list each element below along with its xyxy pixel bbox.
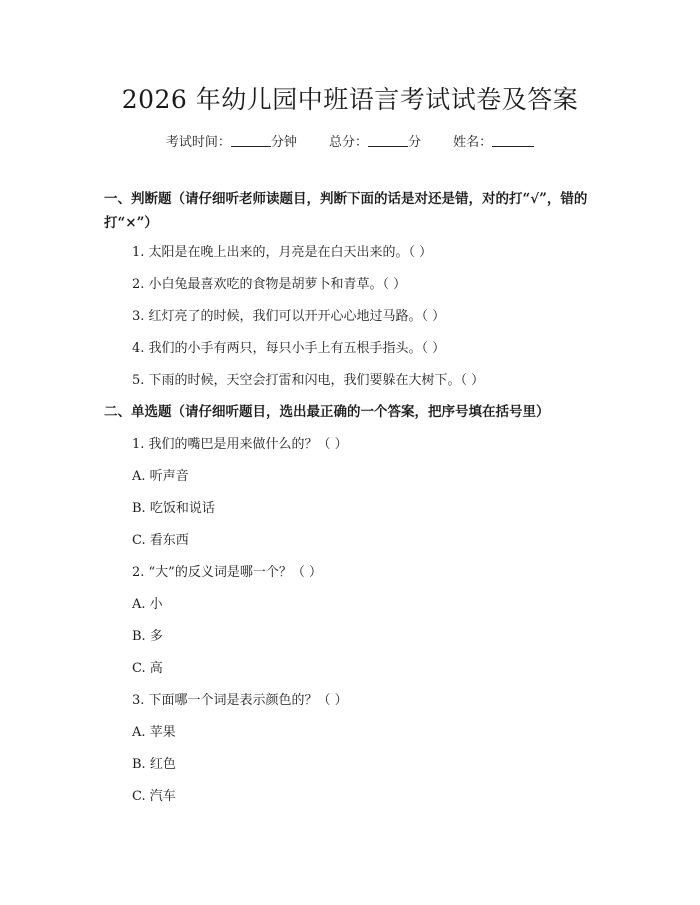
choice-question-2: 2. “大”的反义词是哪一个？（ ） [132,565,322,580]
total-score-unit: 分 [408,135,422,150]
choice-2-option-b: B. 多 [132,629,163,644]
choice-3-option-c: C. 汽车 [132,789,176,804]
choice-2-option-a: A. 小 [132,597,163,612]
exam-time-label: 考试时间： [165,135,231,150]
choice-1-option-b: B. 吃饭和说话 [132,501,215,516]
student-name-field [453,131,534,150]
judge-question-3: 3. 红灯亮了的时候，我们可以开开心心地过马路。（ ） [132,309,446,324]
total-score-blank [368,134,408,147]
choice-1-option-c: C. 看东西 [132,533,189,548]
choice-2-option-c: C. 高 [132,661,163,676]
choice-question-3: 3. 下面哪一个词是表示颜色的？（ ） [132,693,348,708]
choice-3-option-b: B. 红色 [132,757,176,772]
exam-time-unit: 分钟 [270,135,297,150]
section-2-heading: 二、单选题（请仔细听题目，选出最正确的一个答案，把序号填在括号里） [104,404,550,420]
page-title: 2026 年幼儿园中班语言考试试卷及答案 [121,85,579,114]
exam-time-field [166,131,297,150]
total-score-field [329,131,421,150]
judge-question-4: 4. 我们的小手有两只，每只小手上有五根手指头。（ ） [132,341,446,356]
student-name-blank [492,134,534,147]
section-1-heading: 一、判断题（请仔细听老师读题目，判断下面的话是对还是错，对的打“√”，错的打“×”） [104,191,588,231]
choice-1-option-a: A. 听声音 [132,469,189,484]
judge-question-5: 5. 下雨的时候，天空会打雷和闪电，我们要躲在大树下。（ ） [132,373,485,388]
choice-question-1: 1. 我们的嘴巴是用来做什么的？（ ） [132,437,348,452]
exam-time-blank [231,134,271,147]
judge-question-2: 2. 小白兔最喜欢吃的食物是胡萝卜和青草。（ ） [132,277,407,292]
student-name-label: 姓名： [453,135,493,150]
choice-3-option-a: A. 苹果 [132,725,176,740]
exam-info-bar [0,131,700,150]
judge-question-1: 1. 太阳是在晚上出来的，月亮是在白天出来的。（ ） [132,245,433,260]
total-score-label: 总分： [328,135,368,150]
